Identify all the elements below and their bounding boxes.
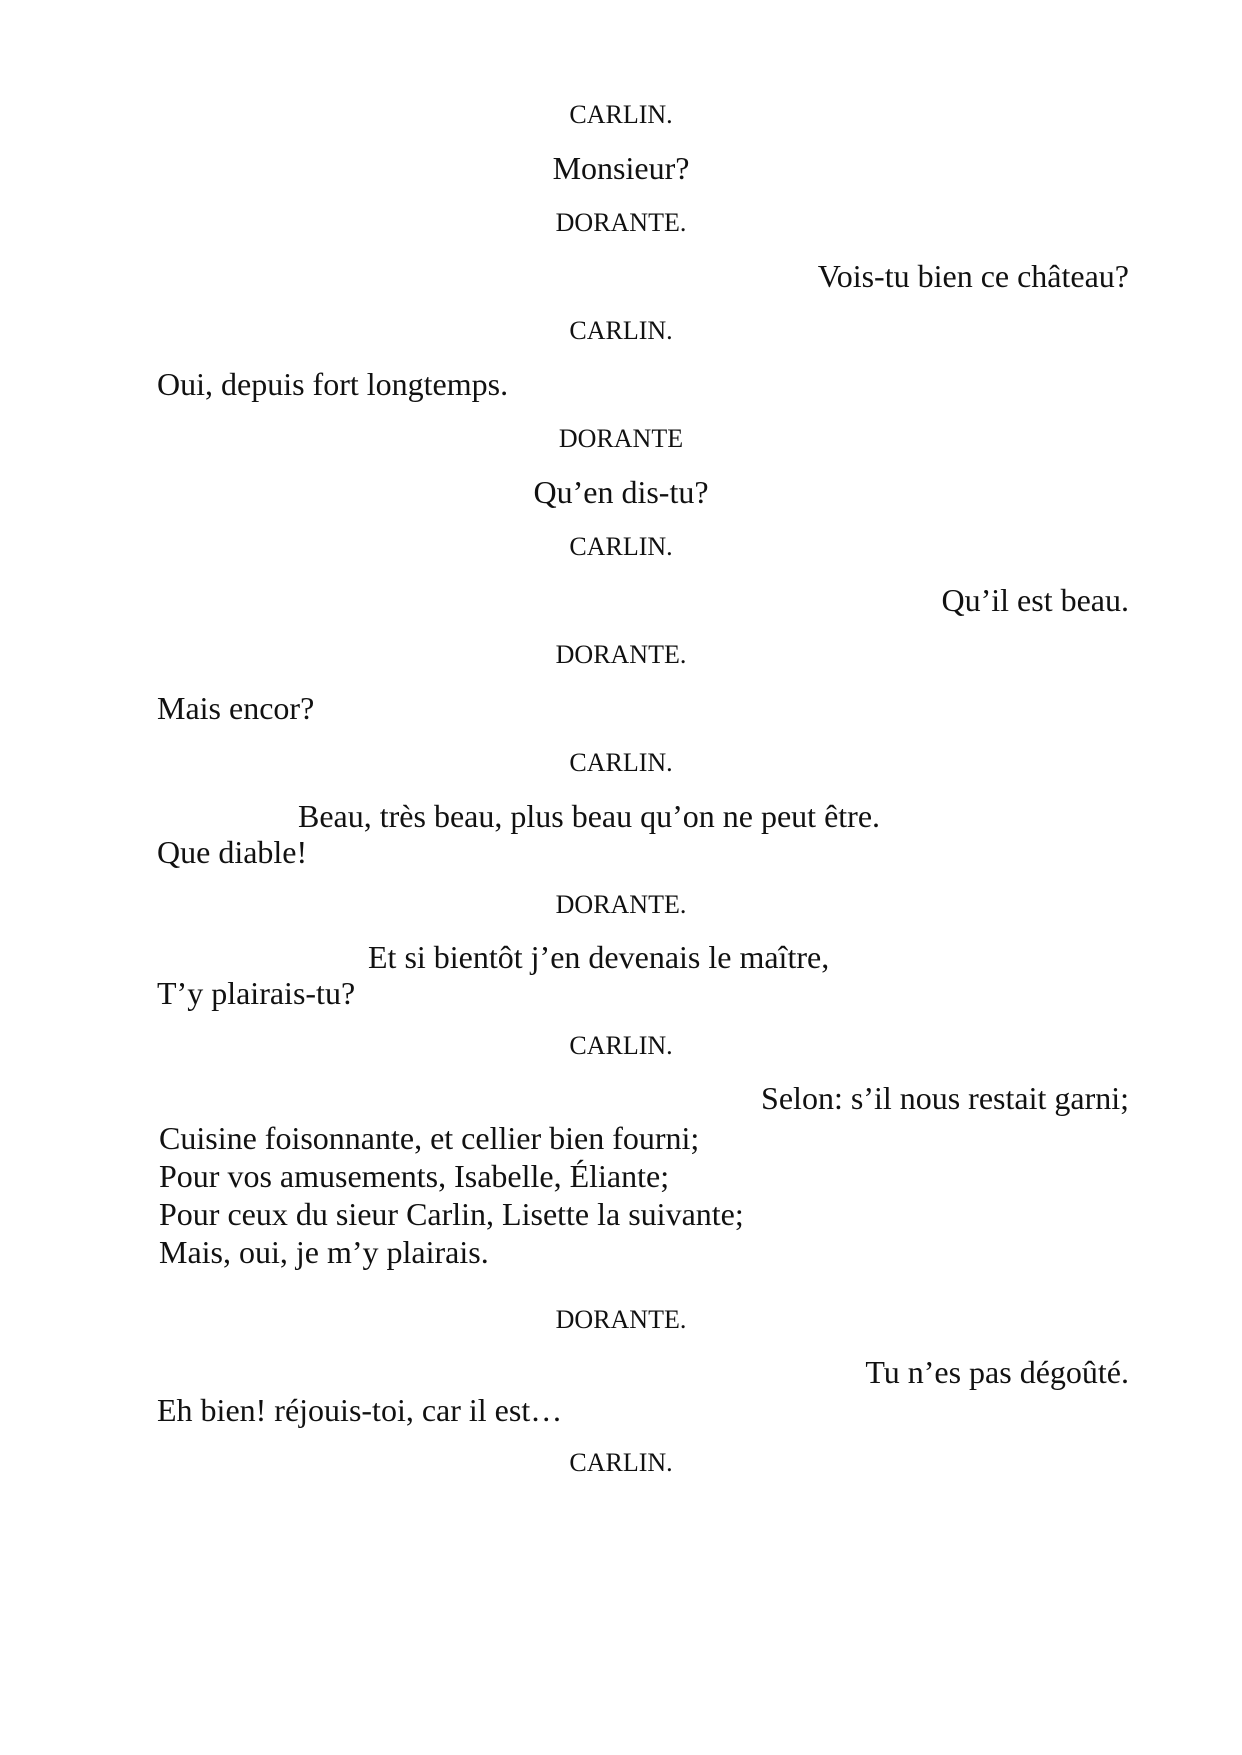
dialogue-line: Eh bien! réjouis-toi, car il est… bbox=[157, 1392, 563, 1428]
dialogue-line: Pour vos amusements, Isabelle, Éliante; bbox=[159, 1158, 670, 1194]
speaker-name: CARLIN. bbox=[569, 1448, 673, 1477]
speaker-name: CARLIN. bbox=[569, 100, 673, 129]
dialogue-line: Pour ceux du sieur Carlin, Lisette la suivante; bbox=[159, 1196, 744, 1232]
speaker-name: DORANTE. bbox=[555, 208, 687, 237]
dialogue-line: Mais encor? bbox=[157, 690, 315, 726]
dialogue-line: Que diable! bbox=[157, 834, 308, 870]
dialogue-line: Mais, oui, je m’y plairais. bbox=[159, 1234, 489, 1270]
dialogue-line: Selon: s’il nous restait garni; bbox=[761, 1080, 1129, 1116]
dialogue-line: Et si bientôt j’en devenais le maître, bbox=[368, 939, 830, 975]
verse-block bbox=[159, 1119, 744, 1271]
dialogue-line: Qu’en dis-tu? bbox=[533, 474, 709, 510]
speaker-name: DORANTE bbox=[558, 424, 684, 453]
dialogue-line: Beau, très beau, plus beau qu’on ne peut être. bbox=[298, 798, 881, 834]
speaker-name: CARLIN. bbox=[569, 1031, 673, 1060]
speaker-name: DORANTE. bbox=[555, 1305, 687, 1334]
speaker-name: DORANTE. bbox=[555, 890, 687, 919]
dialogue-line: Qu’il est beau. bbox=[941, 582, 1129, 618]
dialogue-line: Monsieur? bbox=[552, 150, 690, 186]
dialogue-line: Vois-tu bien ce château? bbox=[817, 258, 1129, 294]
speaker-name: CARLIN. bbox=[569, 316, 673, 345]
dialogue-line: T’y plairais-tu? bbox=[157, 975, 356, 1011]
dialogue-line: Cuisine foisonnante, et cellier bien fourni; bbox=[159, 1120, 700, 1156]
dialogue-line: Oui, depuis fort longtemps. bbox=[157, 366, 509, 402]
speaker-name: DORANTE. bbox=[555, 640, 687, 669]
speaker-name: CARLIN. bbox=[569, 532, 673, 561]
speaker-name: CARLIN. bbox=[569, 748, 673, 777]
dialogue-line: Tu n’es pas dégoûté. bbox=[865, 1354, 1129, 1390]
